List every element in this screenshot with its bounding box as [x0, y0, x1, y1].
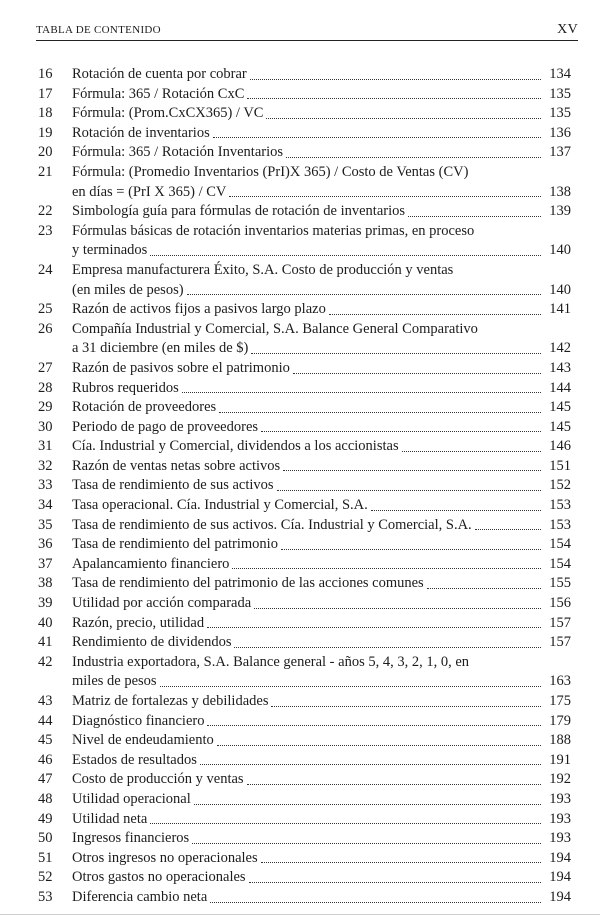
- toc-entry-title: y terminados: [72, 242, 148, 259]
- toc-entry-title: Industria exportadora, S.A. Balance general - años 5, 4, 3, 2, 1, 0, en: [72, 653, 470, 670]
- toc-entry-title: Periodo de pago de proveedores: [72, 418, 259, 435]
- toc-entry-page: 146: [549, 438, 571, 455]
- dot-leader: [194, 804, 541, 805]
- toc-entry-page: 138: [549, 183, 571, 200]
- toc-entry-page: 142: [549, 340, 571, 357]
- toc-entry-number: 44: [38, 712, 53, 729]
- toc-entry-number: 17: [38, 85, 53, 102]
- toc-entry[interactable]: [0, 379, 600, 399]
- toc-entry[interactable]: [0, 457, 600, 477]
- toc-entry[interactable]: [0, 65, 600, 85]
- dot-leader: [427, 588, 541, 589]
- toc-entry-title: Fórmula: 365 / Rotación CxC: [72, 85, 245, 102]
- toc-entry-title: Tasa de rendimiento del patrimonio de las acciones comunes: [72, 575, 424, 592]
- dot-leader: [217, 745, 541, 746]
- toc-entry[interactable]: [0, 790, 600, 810]
- dot-leader: [293, 373, 541, 374]
- toc-entry[interactable]: [0, 104, 600, 124]
- toc-entry[interactable]: [0, 712, 600, 732]
- toc-entry-title: Tasa operacional. Cía. Industrial y Comercial, S.A.: [72, 497, 368, 514]
- toc-entry[interactable]: [0, 359, 600, 379]
- dot-leader: [210, 902, 541, 903]
- toc-entry-number: 31: [38, 438, 53, 455]
- toc-entry-number: 51: [38, 849, 53, 866]
- toc-entry-title: Razón de pasivos sobre el patrimonio: [72, 359, 290, 376]
- toc-entry-title: miles de pesos: [72, 673, 157, 690]
- toc-entry[interactable]: [0, 594, 600, 614]
- dot-leader: [261, 431, 541, 432]
- toc-entry[interactable]: [0, 320, 600, 359]
- dot-leader: [150, 823, 541, 824]
- toc-entry-number: 52: [38, 869, 53, 886]
- toc-entry-page: 155: [549, 575, 571, 592]
- toc-entry-title: (en miles de pesos): [72, 281, 184, 298]
- toc-entry[interactable]: [0, 829, 600, 849]
- toc-entry-page: 193: [549, 810, 571, 827]
- toc-entry[interactable]: [0, 222, 600, 261]
- toc-entry-number: 46: [38, 751, 53, 768]
- toc-entry-number: 20: [38, 144, 53, 161]
- toc-entry-page: 140: [549, 242, 571, 259]
- dot-leader: [251, 353, 541, 354]
- toc-entry-page: 157: [549, 614, 571, 631]
- toc-entry[interactable]: [0, 516, 600, 536]
- toc-entry-number: 50: [38, 830, 53, 847]
- toc-entry-title: Otros ingresos no operacionales: [72, 849, 258, 866]
- dot-leader: [160, 686, 541, 687]
- toc-entry-page: 188: [549, 732, 571, 749]
- dot-leader: [150, 255, 541, 256]
- toc-entry-title: Diagnóstico financiero: [72, 712, 205, 729]
- toc-entry-page: 194: [549, 888, 571, 905]
- toc-entry-title: Utilidad operacional: [72, 790, 191, 807]
- toc-entry-title: Tasa de rendimiento de sus activos. Cía. Industrial y Comercial, S.A.: [72, 516, 472, 533]
- toc-entry-number: 24: [38, 261, 53, 278]
- toc-entry[interactable]: [0, 418, 600, 438]
- toc-entry-page: 193: [549, 790, 571, 807]
- toc-entry[interactable]: [0, 810, 600, 830]
- header-page-number: XV: [557, 22, 578, 37]
- dot-leader: [250, 79, 541, 80]
- toc-entry-page: 136: [549, 124, 571, 141]
- dot-leader: [182, 392, 541, 393]
- toc-entry-title: Fórmula: (Promedio Inventarios (PrI)X 365) / Costo de Ventas (CV): [72, 163, 469, 180]
- toc-entry-title: a 31 diciembre (en miles de $): [72, 340, 249, 357]
- toc-entry-page: 179: [549, 712, 571, 729]
- toc-entry[interactable]: [0, 849, 600, 869]
- toc-entry[interactable]: [0, 633, 600, 653]
- toc-entry-number: 30: [38, 418, 53, 435]
- dot-leader: [192, 843, 541, 844]
- toc-entry-page: 141: [549, 301, 571, 318]
- toc-entry[interactable]: [0, 300, 600, 320]
- toc-entry-number: 22: [38, 203, 53, 220]
- dot-leader: [219, 412, 541, 413]
- toc-entry[interactable]: [0, 398, 600, 418]
- toc-entry-page: 154: [549, 555, 571, 572]
- toc-entry[interactable]: [0, 555, 600, 575]
- toc-entry-page: 144: [549, 379, 571, 396]
- dot-leader: [408, 216, 541, 217]
- toc-entry-number: 42: [38, 653, 53, 670]
- toc-entry[interactable]: [0, 496, 600, 516]
- toc-entry[interactable]: [0, 751, 600, 771]
- toc-entry-page: 143: [549, 359, 571, 376]
- toc-entry-title: Ingresos financieros: [72, 830, 190, 847]
- toc-entry-title: Utilidad neta: [72, 810, 148, 827]
- dot-leader: [371, 510, 541, 511]
- dot-leader: [249, 882, 541, 883]
- toc-entry-page: 135: [549, 85, 571, 102]
- toc-entry-page: 163: [549, 673, 571, 690]
- toc-entry[interactable]: [0, 653, 600, 692]
- dot-leader: [266, 118, 541, 119]
- toc-entry-number: 39: [38, 595, 53, 612]
- toc-entry[interactable]: [0, 143, 600, 163]
- toc-entry-number: 37: [38, 555, 53, 572]
- toc-entry-title: Otros gastos no operacionales: [72, 869, 246, 886]
- toc-entry[interactable]: [0, 476, 600, 496]
- toc-entry-number: 41: [38, 634, 53, 651]
- toc-entry-title: Simbología guía para fórmulas de rotación de inventarios: [72, 203, 406, 220]
- toc-entry-page: 134: [549, 66, 571, 82]
- toc-entry-page: 191: [549, 751, 571, 768]
- toc-entry-page: 194: [549, 849, 571, 866]
- toc-entry-title: Fórmula: 365 / Rotación Inventarios: [72, 144, 284, 161]
- running-header: [36, 22, 578, 40]
- dot-leader: [283, 470, 541, 471]
- dot-leader: [281, 549, 541, 550]
- toc-entry-title: Matriz de fortalezas y debilidades: [72, 693, 269, 709]
- toc-entry[interactable]: [0, 614, 600, 634]
- toc-entry[interactable]: [0, 85, 600, 105]
- toc-entry-title: Rubros requeridos: [72, 379, 179, 396]
- toc-entry[interactable]: [0, 124, 600, 144]
- toc-entry-page: 175: [549, 693, 571, 709]
- dot-leader: [402, 451, 541, 452]
- dot-leader: [232, 568, 541, 569]
- toc-entry-title: Fórmula: (Prom.CxCX365) / VC: [72, 105, 264, 122]
- toc-entry-page: 145: [549, 418, 571, 435]
- toc-entry-title: Rotación de proveedores: [72, 399, 217, 416]
- dot-leader: [254, 608, 541, 609]
- toc-entry-title: Razón de activos fijos a pasivos largo plazo: [72, 301, 326, 318]
- toc-entry[interactable]: [0, 888, 600, 908]
- toc-entry-number: 33: [38, 477, 53, 494]
- toc-entry-number: 16: [38, 66, 53, 82]
- toc-entry-title: en días = (PrI X 365) / CV: [72, 183, 227, 200]
- toc-entry-page: 193: [549, 830, 571, 847]
- dot-leader: [271, 706, 541, 707]
- toc-entry-page: 139: [549, 203, 571, 220]
- toc-entry-title: Utilidad por acción comparada: [72, 595, 252, 612]
- toc-entry-page: 137: [549, 144, 571, 161]
- toc-entry[interactable]: [0, 731, 600, 751]
- toc-entry-number: 28: [38, 379, 53, 396]
- toc-entry-page: 153: [549, 497, 571, 514]
- dot-leader: [329, 314, 541, 315]
- dot-leader: [229, 196, 541, 197]
- toc-entry-number: 23: [38, 222, 53, 239]
- table-of-contents: [0, 65, 600, 908]
- toc-entry-number: 43: [38, 693, 53, 709]
- toc-entry-title: Tasa de rendimiento del patrimonio: [72, 536, 278, 553]
- toc-entry-number: 36: [38, 536, 53, 553]
- toc-entry-number: 27: [38, 359, 53, 376]
- toc-entry[interactable]: [0, 770, 600, 790]
- toc-entry[interactable]: [0, 574, 600, 594]
- toc-entry-number: 25: [38, 301, 53, 318]
- toc-entry-number: 21: [38, 163, 53, 180]
- page-bottom-edge: [0, 914, 600, 915]
- toc-entry-title: Tasa de rendimiento de sus activos: [72, 477, 274, 494]
- toc-entry-title: Apalancamiento financiero: [72, 555, 230, 572]
- toc-entry-number: 48: [38, 790, 53, 807]
- toc-entry-page: 140: [549, 281, 571, 298]
- toc-entry-title: Fórmulas básicas de rotación inventarios materias primas, en proceso: [72, 222, 475, 239]
- toc-entry-title: Rendimiento de dividendos: [72, 634, 232, 651]
- toc-entry-title: Nivel de endeudamiento: [72, 732, 214, 749]
- dot-leader: [286, 157, 541, 158]
- toc-entry-page: 192: [549, 771, 571, 788]
- toc-entry-title: Rotación de cuenta por cobrar: [72, 66, 247, 82]
- toc-entry-title: Rotación de inventarios: [72, 124, 210, 141]
- dot-leader: [277, 490, 541, 491]
- toc-entry-number: 53: [38, 888, 53, 905]
- toc-entry-title: Razón de ventas netas sobre activos: [72, 457, 281, 474]
- toc-entry-number: 26: [38, 320, 53, 337]
- toc-entry-number: 18: [38, 105, 53, 122]
- toc-entry-number: 40: [38, 614, 53, 631]
- toc-entry-page: 154: [549, 536, 571, 553]
- header-rule: [36, 40, 578, 41]
- toc-entry-number: 45: [38, 732, 53, 749]
- toc-entry-number: 35: [38, 516, 53, 533]
- dot-leader: [187, 294, 541, 295]
- toc-entry[interactable]: [0, 437, 600, 457]
- toc-entry-number: 19: [38, 124, 53, 141]
- toc-entry-number: 29: [38, 399, 53, 416]
- toc-entry[interactable]: [0, 261, 600, 300]
- dot-leader: [234, 647, 541, 648]
- toc-entry-number: 38: [38, 575, 53, 592]
- dot-leader: [261, 862, 541, 863]
- toc-entry-page: 153: [549, 516, 571, 533]
- toc-entry[interactable]: [0, 692, 600, 712]
- dot-leader: [200, 764, 541, 765]
- toc-entry-title: Estados de resultados: [72, 751, 197, 768]
- toc-entry-title: Cía. Industrial y Comercial, dividendos a los accionistas: [72, 438, 399, 455]
- dot-leader: [247, 98, 541, 99]
- toc-entry-title: Costo de producción y ventas: [72, 771, 244, 788]
- toc-entry[interactable]: [0, 868, 600, 888]
- toc-entry-page: 145: [549, 399, 571, 416]
- dot-leader: [207, 725, 541, 726]
- toc-entry-title: Diferencia cambio neta: [72, 888, 208, 905]
- toc-entry-title: Compañía Industrial y Comercial, S.A. Balance General Comparativo: [72, 320, 478, 337]
- toc-entry-title: Empresa manufacturera Éxito, S.A. Costo de producción y ventas: [72, 261, 454, 278]
- toc-entry-number: 47: [38, 771, 53, 788]
- toc-entry-page: 194: [549, 869, 571, 886]
- dot-leader: [475, 529, 541, 530]
- toc-entry-page: 135: [549, 105, 571, 122]
- toc-entry-page: 151: [549, 457, 571, 474]
- toc-entry-page: 156: [549, 595, 571, 612]
- toc-entry-title: Razón, precio, utilidad: [72, 614, 205, 631]
- toc-entry-page: 157: [549, 634, 571, 651]
- toc-entry[interactable]: [0, 202, 600, 222]
- dot-leader: [207, 627, 541, 628]
- toc-entry-page: 152: [549, 477, 571, 494]
- header-title: TABLA DE CONTENIDO: [36, 24, 161, 36]
- toc-entry-number: 32: [38, 457, 53, 474]
- dot-leader: [247, 784, 541, 785]
- dot-leader: [213, 137, 541, 138]
- toc-entry[interactable]: [0, 163, 600, 202]
- toc-entry-number: 34: [38, 497, 53, 514]
- toc-entry-number: 49: [38, 810, 53, 827]
- toc-entry[interactable]: [0, 535, 600, 555]
